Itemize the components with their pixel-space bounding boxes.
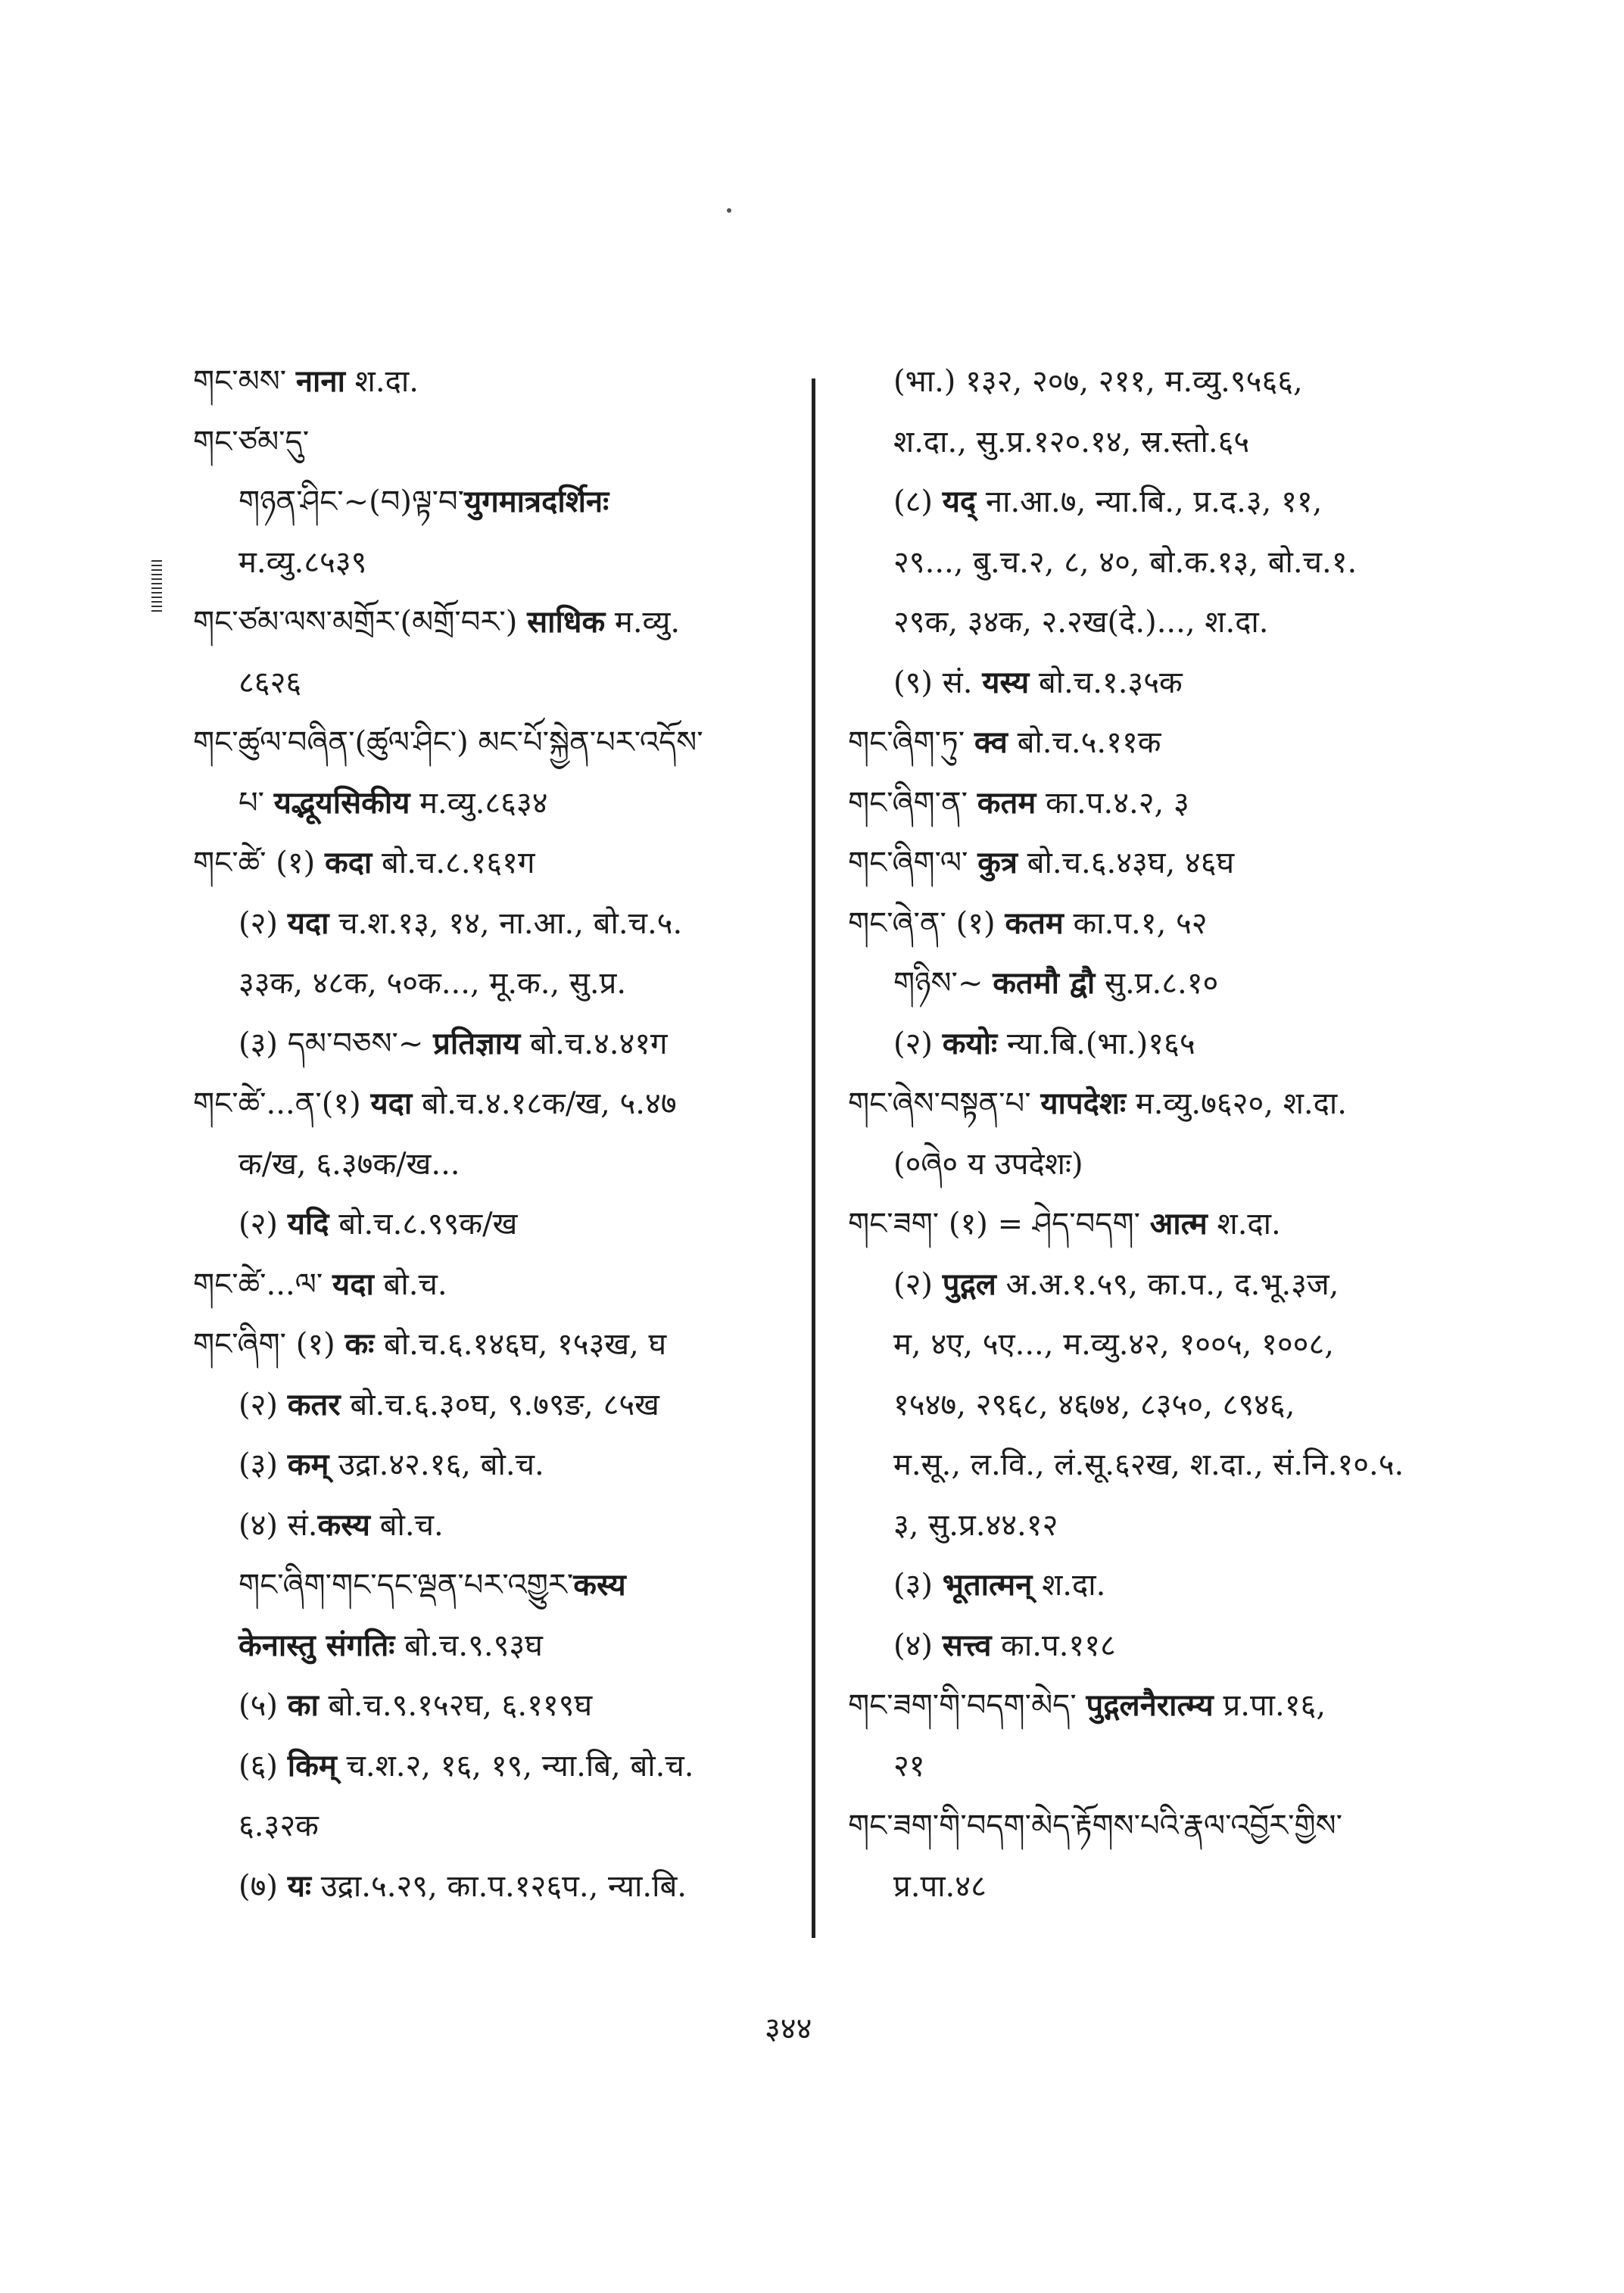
entry-text: གཉིས་~ bbox=[893, 966, 993, 1001]
entry-line bbox=[848, 785, 1189, 821]
entry-text: ३३क, ४८क, ५०क..., मू.क., सु.प्र. bbox=[238, 966, 627, 1001]
reference-text: बो.च.८.९९क/ख bbox=[329, 1207, 518, 1242]
reference-text: ना.आ.७, न्या.बि., प्र.द.३, ११, bbox=[976, 484, 1323, 519]
reference-text: न्या.बि.(भा.)१६५ bbox=[997, 1026, 1195, 1061]
entry-text: (८) bbox=[893, 484, 943, 519]
entry-text: གང་ཞིག་ན་ bbox=[848, 785, 977, 821]
entry-line bbox=[238, 665, 301, 701]
entry-text: གང་ཚེ་...ལ་ bbox=[193, 1266, 333, 1302]
reference-text: का.प.११८ bbox=[991, 1628, 1116, 1663]
entry-line bbox=[238, 1628, 543, 1664]
entry-line bbox=[893, 1026, 1195, 1062]
sanskrit-term: किम् bbox=[287, 1747, 337, 1784]
entry-line bbox=[893, 1567, 1105, 1603]
reference-text: बो.च.९.१५२घ, ६.११९घ bbox=[318, 1688, 593, 1723]
reference-text: बो.च. bbox=[369, 1507, 444, 1543]
entry-line bbox=[893, 363, 1303, 400]
entry-text: क/ख, ६.३७क/ख... bbox=[238, 1146, 460, 1182]
entry-text: (९) सं. bbox=[893, 665, 983, 700]
entry-text: གང་ཚེ་ (१) bbox=[193, 846, 325, 880]
sanskrit-term: यदा bbox=[370, 1086, 413, 1121]
entry-text: (४) bbox=[893, 1628, 943, 1663]
entry-line bbox=[893, 1326, 1334, 1363]
sanskrit-term: कतमौ द्वौ bbox=[993, 965, 1096, 1001]
entry-line bbox=[238, 1026, 668, 1062]
entry-text: श.दा., सु.प्र.१२०.१४, स्र.स्तो.६५ bbox=[893, 424, 1250, 460]
entry-text: (२) bbox=[238, 1387, 288, 1422]
entry-line bbox=[893, 1868, 987, 1905]
entry-line bbox=[238, 1206, 517, 1242]
entry-line bbox=[893, 604, 1269, 640]
sanskrit-term: कतम bbox=[977, 784, 1036, 821]
entry-text: གང་ཚུལ་བཞིན་(ཚུལ་ཤིང་) མང་པོ་སྐྱེན་པར་འདོས་ bbox=[193, 725, 703, 760]
entry-line bbox=[193, 1326, 666, 1363]
entry-text: (५) bbox=[238, 1688, 288, 1723]
entry-text: म.सू., ल.वि., लं.सू.६२ख, श.दा., सं.नि.१०.५. bbox=[893, 1447, 1404, 1482]
sanskrit-term: क्व bbox=[974, 724, 1008, 760]
reference-text: श.दा. bbox=[1207, 1207, 1281, 1242]
entry-text: (३) bbox=[893, 1568, 943, 1603]
entry-text: (६) bbox=[238, 1748, 288, 1784]
sanskrit-term: भूतात्मन् bbox=[942, 1567, 1033, 1603]
entry-text: གང་མས་ bbox=[193, 364, 296, 399]
reference-text: बो.च.६.३०घ, ९.७९ङ, ८५ख bbox=[340, 1387, 659, 1422]
margin-mark bbox=[151, 560, 162, 613]
entry-text: (भा.) १३२, २०७, २११, म.व्यु.९५६६, bbox=[893, 364, 1303, 399]
entry-text: (२) bbox=[893, 1266, 943, 1302]
entry-text: གང་ཟག་གི་བདག་མེད་ bbox=[848, 1688, 1086, 1723]
entry-line bbox=[238, 1146, 460, 1182]
reference-text: म.व्यु.७६२०, श.दा. bbox=[1126, 1086, 1347, 1121]
entry-text: པ་ bbox=[238, 785, 274, 821]
sanskrit-term: यदा bbox=[332, 1266, 374, 1302]
entry-line bbox=[893, 1447, 1404, 1483]
sanskrit-term: यद् bbox=[942, 484, 977, 519]
entry-line bbox=[193, 424, 309, 460]
reference-text: बो.च.६.४३घ, ४६घ bbox=[1017, 846, 1235, 880]
reference-text: बो.च.१.३५क bbox=[1029, 665, 1183, 700]
entry-line bbox=[193, 845, 535, 881]
reference-text: उद्रा.५.२९, का.प.१२६प., न्या.बि. bbox=[311, 1868, 687, 1904]
sanskrit-term: कः bbox=[344, 1326, 375, 1362]
entry-line bbox=[893, 1507, 1058, 1544]
entry-line bbox=[893, 1628, 1116, 1664]
entry-text: (२) bbox=[238, 905, 288, 941]
reference-text: अ.अ.१.५९, का.प., द.भू.३ज, bbox=[996, 1266, 1339, 1302]
entry-line bbox=[238, 1447, 544, 1483]
entry-line bbox=[893, 665, 1183, 701]
entry-line bbox=[193, 604, 680, 640]
entry-text: ८६२६ bbox=[238, 665, 302, 700]
sanskrit-term: केनास्तु संगतिः bbox=[238, 1627, 395, 1663]
sanskrit-term: प्रतिज्ञाय bbox=[433, 1025, 521, 1061]
entry-text: ३, सु.प्र.४४.१२ bbox=[893, 1507, 1058, 1543]
entry-text: གང་ཞིག་གང་དང་ལྡན་པར་འགྱུར་ bbox=[238, 1568, 574, 1603]
entry-line bbox=[238, 1748, 694, 1784]
entry-text: (४) सं. bbox=[238, 1507, 318, 1543]
reference-text: उद्रा.४२.१६, बो.च. bbox=[329, 1447, 544, 1482]
entry-line bbox=[893, 1146, 1083, 1182]
entry-line bbox=[238, 1387, 659, 1423]
reference-text: प्र.पा.१६, bbox=[1213, 1688, 1326, 1723]
entry-line bbox=[893, 544, 1357, 581]
entry-text: (३) དམ་བཅས་~ bbox=[238, 1026, 434, 1061]
reference-text: म.व्यु. bbox=[605, 605, 681, 640]
entry-text: གང་ཞེ་ན་ (१) bbox=[848, 905, 1005, 941]
entry-line bbox=[238, 905, 682, 942]
entry-text: (७) bbox=[238, 1868, 288, 1904]
entry-text: म, ४ए, ५ए..., म.व्यु.४२, १००५, १००८, bbox=[893, 1327, 1334, 1362]
entry-text: གཉན་ཤིང་~(བ)ལྟ་བ་ bbox=[238, 484, 465, 519]
entry-line bbox=[893, 484, 1322, 520]
entry-line bbox=[848, 1086, 1347, 1122]
reference-text: बो.च.८.१६१ग bbox=[372, 846, 535, 880]
entry-text: གང་ཞེས་བསྟན་པ་ bbox=[848, 1086, 1041, 1121]
entry-line bbox=[848, 1687, 1326, 1724]
reference-text: बो.च.४.१८क/ख, ५.४७ bbox=[412, 1086, 677, 1121]
entry-line bbox=[193, 1266, 447, 1303]
reference-text: च.श.२, १६, १९, न्या.बि, बो.च. bbox=[336, 1748, 694, 1784]
entry-line bbox=[238, 1687, 592, 1724]
entry-line bbox=[893, 1748, 925, 1784]
entry-text: གང་ཞིག་ (१) bbox=[193, 1327, 345, 1362]
sanskrit-term: यदि bbox=[287, 1206, 329, 1242]
entry-line bbox=[238, 484, 609, 520]
reference-text: बो.च. bbox=[373, 1266, 447, 1302]
sanskrit-term: कम् bbox=[287, 1447, 329, 1482]
page-number: ३४४ bbox=[765, 2011, 812, 2046]
sanskrit-term: कस्य bbox=[573, 1567, 626, 1603]
sanskrit-term: सत्त्व bbox=[942, 1627, 992, 1663]
entry-text: २९क, ३४क, २.२ख(दे.)..., श.दा. bbox=[893, 605, 1269, 640]
sanskrit-term: साधिक bbox=[527, 604, 606, 640]
reference-text: बो.च.६.१४६घ, १५३ख, घ bbox=[374, 1327, 667, 1362]
sanskrit-term: कुत्र bbox=[977, 845, 1018, 880]
entry-line bbox=[238, 1567, 626, 1603]
entry-line bbox=[848, 845, 1234, 881]
sanskrit-term: कतर bbox=[287, 1386, 341, 1422]
sanskrit-term: यापदेशः bbox=[1040, 1086, 1127, 1121]
entry-text: म.व्यु.८५३९ bbox=[238, 544, 367, 580]
entry-text: (३) bbox=[238, 1447, 288, 1482]
sanskrit-term: कतम bbox=[1005, 905, 1064, 941]
sanskrit-term: युगमात्रदर्शिनः bbox=[464, 484, 609, 519]
entry-text: (२) bbox=[238, 1207, 288, 1242]
entry-line bbox=[238, 1868, 687, 1905]
entry-text: प्र.पा.४८ bbox=[893, 1868, 987, 1904]
entry-line bbox=[238, 785, 548, 821]
entry-text: (०ཞེ० य उपदेशः) bbox=[893, 1146, 1083, 1182]
entry-text: གང་ཙམ་ལས་མགྲོར་(མགྲོ་བར་) bbox=[193, 605, 528, 640]
entry-line bbox=[193, 724, 703, 761]
sanskrit-term: यस्य bbox=[982, 664, 1030, 700]
entry-line bbox=[238, 1808, 319, 1844]
reference-text: म.व्यु.८६३४ bbox=[410, 785, 548, 821]
entry-line bbox=[238, 544, 366, 581]
entry-line bbox=[193, 363, 419, 400]
entry-text: གང་ཟག་གི་བདག་མེད་རྟོགས་པའི་རྣལ་འབྱོར་གྱིས་ bbox=[848, 1809, 1343, 1843]
reference-text: बो.च.९.९३घ bbox=[394, 1628, 543, 1663]
speck-mark bbox=[727, 208, 731, 213]
entry-text: २९..., बु.च.२, ८, ४०, बो.क.१३, बो.च.१. bbox=[893, 544, 1357, 580]
column-divider bbox=[812, 379, 815, 1938]
entry-text: གང་ཚེ་...ན་(१) bbox=[193, 1086, 371, 1121]
sanskrit-term: पुद्गल bbox=[942, 1266, 996, 1302]
reference-text: बो.च.४.४१ग bbox=[520, 1026, 668, 1061]
sanskrit-term: कदा bbox=[324, 845, 372, 880]
entry-line bbox=[893, 1387, 1295, 1423]
entry-line bbox=[848, 1808, 1342, 1844]
reference-text: बो.च.५.११क bbox=[1007, 725, 1161, 760]
sanskrit-term: आत्म bbox=[1149, 1206, 1208, 1242]
entry-line bbox=[193, 1086, 677, 1122]
entry-line bbox=[848, 1206, 1281, 1242]
entry-line bbox=[848, 724, 1161, 761]
sanskrit-term: नाना bbox=[295, 363, 345, 399]
sanskrit-term: पुद्गलनैरात्म्य bbox=[1086, 1687, 1214, 1723]
entry-text: (२) bbox=[893, 1026, 943, 1061]
entry-text: १५४७, २९६८, ४६७४, ८३५०, ८९४६, bbox=[893, 1387, 1295, 1422]
sanskrit-term: कस्य bbox=[317, 1506, 370, 1543]
reference-text: श.दा. bbox=[1032, 1568, 1106, 1603]
reference-text: च.श.१३, १४, ना.आ., बो.च.५. bbox=[329, 905, 683, 941]
reference-text: सु.प्र.८.१० bbox=[1095, 966, 1219, 1001]
entry-text: २१ bbox=[893, 1748, 925, 1784]
sanskrit-term: कयोः bbox=[942, 1025, 998, 1061]
entry-text: གང་ཙམ་དུ་ bbox=[193, 424, 310, 460]
entry-line bbox=[238, 965, 626, 1002]
sanskrit-term: यद्भूयसिकीय bbox=[273, 784, 410, 821]
reference-text: का.प.१, ५२ bbox=[1063, 905, 1208, 941]
entry-line bbox=[238, 1507, 444, 1544]
entry-line bbox=[893, 1266, 1339, 1303]
entry-line bbox=[848, 905, 1208, 942]
sanskrit-term: यदा bbox=[287, 905, 329, 941]
reference-text: का.प.४.२, ३ bbox=[1036, 785, 1189, 821]
reference-text: श.दा. bbox=[344, 364, 419, 399]
entry-line bbox=[893, 965, 1218, 1002]
entry-text: གང་ཟག་ (१) = ཤེད་བདག་ bbox=[848, 1207, 1150, 1242]
entry-line bbox=[893, 424, 1249, 460]
entry-text: གང་ཞིག་ལ་ bbox=[848, 846, 978, 880]
sanskrit-term: यः bbox=[287, 1868, 312, 1904]
entry-text: ६.३२क bbox=[238, 1809, 319, 1843]
sanskrit-term: का bbox=[287, 1687, 319, 1723]
entry-text: གང་ཞིག་ཏུ་ bbox=[848, 725, 974, 760]
